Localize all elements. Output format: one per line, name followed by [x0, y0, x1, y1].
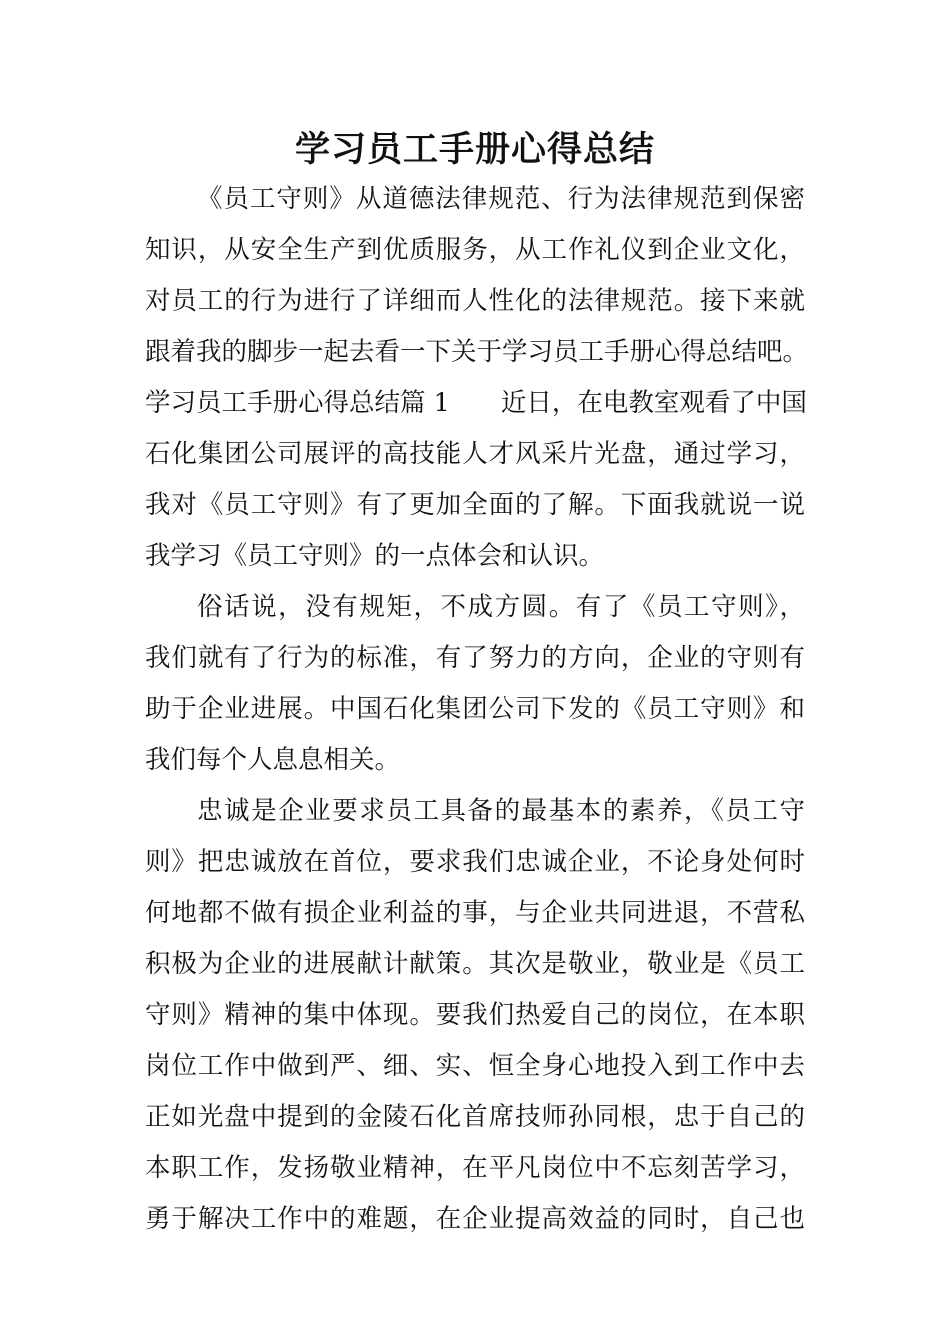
text-line: 跟着我的脚步一起去看一下关于学习员工手册心得总结吧。	[145, 337, 809, 367]
text-line: 则》把忠诚放在首位，要求我们忠诚企业，不论身处何时	[145, 847, 805, 877]
text-line: 何地都不做有损企业利益的事，与企业共同进退，不营私	[145, 898, 805, 928]
text-line: 积极为企业的进展献计献策。其次是敬业，敬业是《员工	[145, 949, 805, 979]
text-line: 我对《员工守则》有了更加全面的了解。下面我就说一说	[145, 490, 805, 520]
text-line: 我们每个人息息相关。	[145, 745, 401, 775]
text-line: 对员工的行为进行了详细而人性化的法律规范。接下来就	[145, 286, 805, 316]
text-line: 学习员工手册心得总结篇 1 近日，在电教室观看了中国	[145, 388, 807, 418]
text-line: 助于企业进展。中国石化集团公司下发的《员工守则》和	[145, 694, 805, 724]
text-line: 石化集团公司展评的高技能人才风采片光盘，通过学习，	[145, 439, 805, 469]
document-body	[145, 174, 809, 1245]
text-line: 岗位工作中做到严、细、实、恒全身心地投入到工作中去	[145, 1051, 805, 1081]
text-line: 忠诚是企业要求员工具备的最基本的素养，《员工守	[197, 796, 805, 826]
text-line: 俗话说，没有规矩，不成方圆。有了《员工守则》，	[197, 592, 805, 622]
text-line: 知识，从安全生产到优质服务，从工作礼仪到企业文化，	[145, 235, 805, 265]
text-line: 守则》精神的集中体现。要我们热爱自己的岗位，在本职	[145, 1000, 805, 1030]
text-line: 正如光盘中提到的金陵石化首席技师孙同根，忠于自己的	[145, 1102, 805, 1132]
text-line: 我学习《员工守则》的一点体会和认识。	[145, 541, 605, 571]
text-line: 本职工作，发扬敬业精神，在平凡岗位中不忘刻苦学习，	[145, 1153, 805, 1183]
text-line: 我们就有了行为的标准，有了努力的方向，企业的守则有	[145, 643, 805, 673]
document-title: 学习员工手册心得总结	[294, 129, 655, 170]
text-line: 勇于解决工作中的难题，在企业提高效益的同时，自己也	[145, 1204, 805, 1234]
text-line: 《员工守则》从道德法律规范、行为法律规范到保密	[197, 184, 805, 214]
